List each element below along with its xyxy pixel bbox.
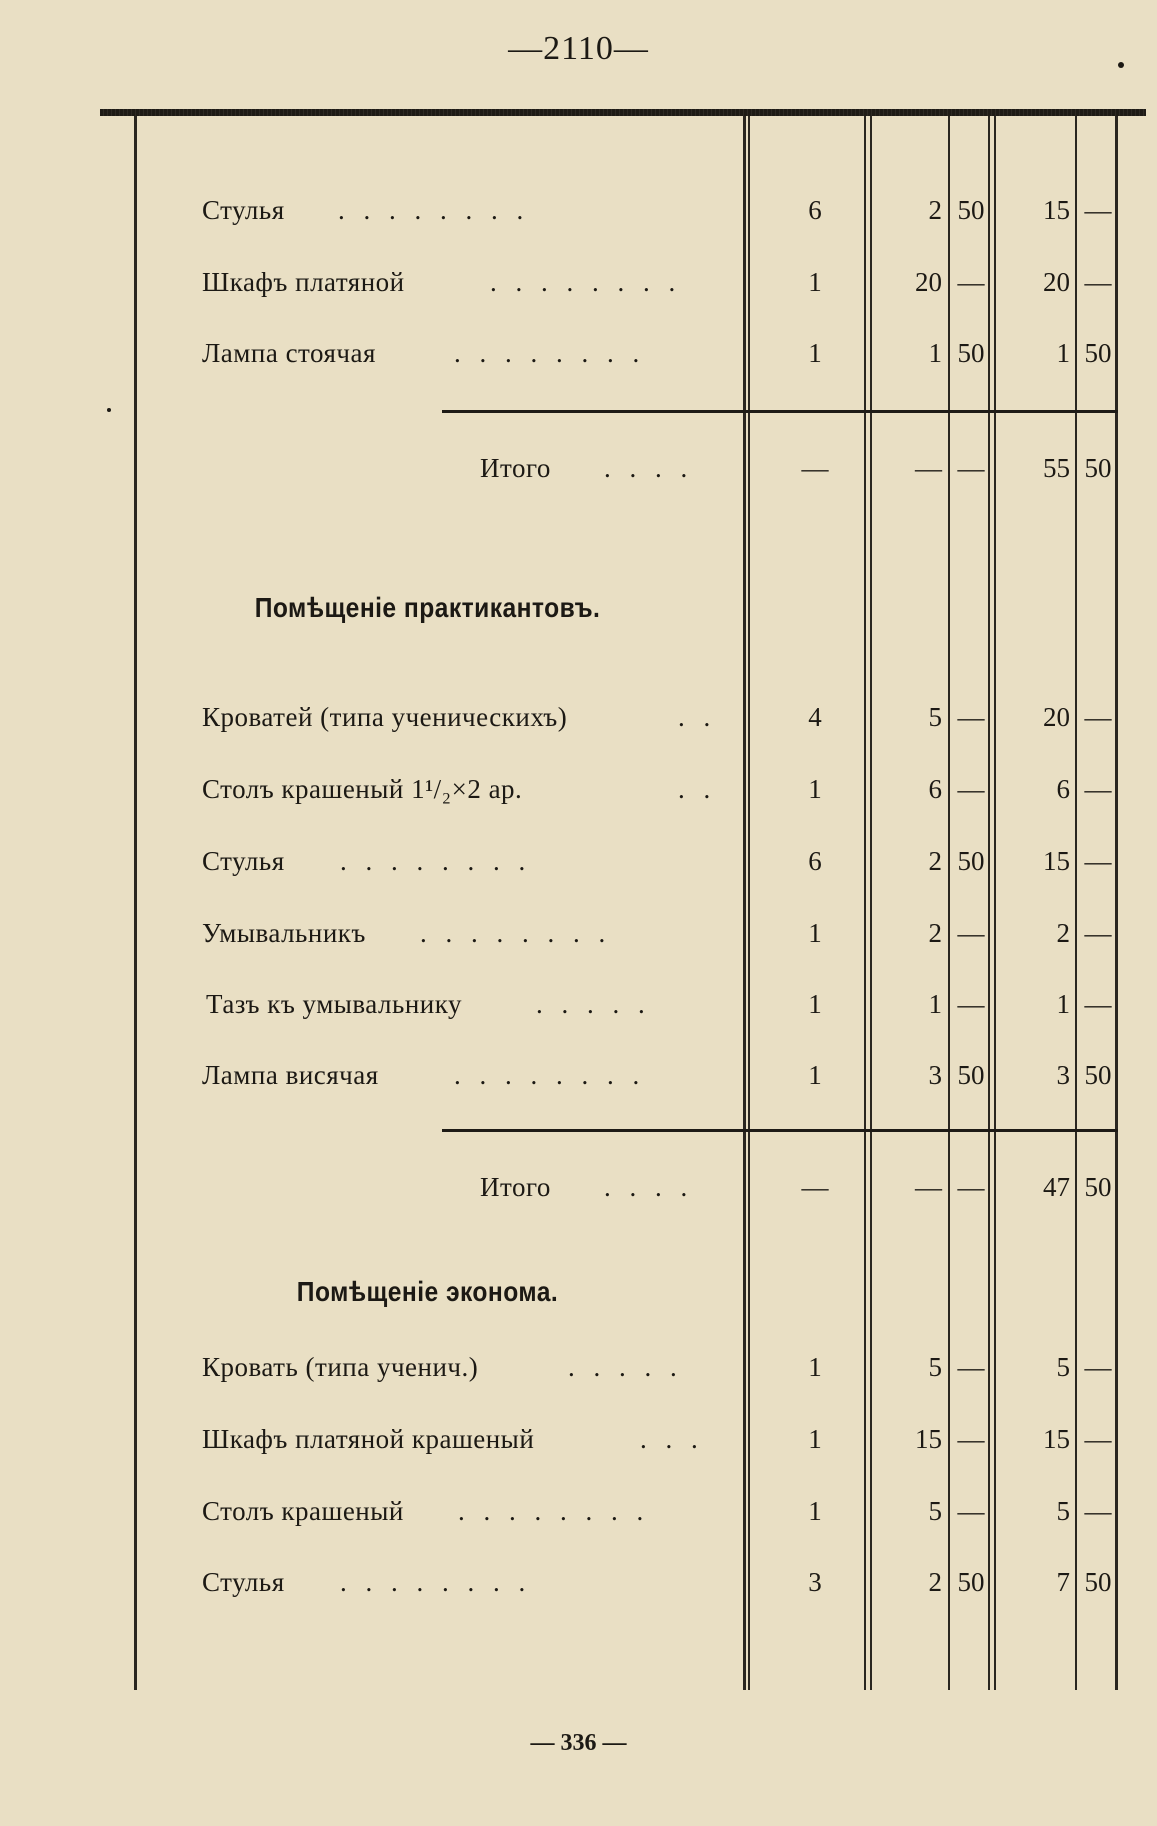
sum-rubles: 15: [1043, 195, 1070, 225]
sum-rubles: 1: [1056, 989, 1070, 1019]
price-kopecks: —: [957, 267, 985, 297]
price-rubles: 5: [928, 1496, 942, 1526]
price-rubles: 2: [928, 846, 942, 876]
sum-rubles: 20: [1043, 267, 1070, 297]
leader-dots: . . . . . . . .: [490, 267, 682, 297]
leader-dots: . .: [678, 774, 717, 804]
price-rubles: 20: [915, 267, 942, 297]
table-row: [0, 846, 1157, 886]
leader-dots: . . . . . . . .: [340, 846, 532, 876]
sum-rubles: 2: [1056, 918, 1070, 948]
item-label: Стулья: [202, 195, 285, 225]
page-number-top: —2110—: [508, 30, 649, 67]
quantity: 1: [808, 1496, 822, 1526]
table-row: [0, 702, 1157, 742]
price-rubles: 2: [928, 918, 942, 948]
ink-speck: [107, 408, 111, 412]
sum-rubles: 7: [1056, 1567, 1070, 1597]
price-rubles: 2: [928, 1567, 942, 1597]
item-label: Тазъ къ умывальнику: [206, 989, 462, 1019]
sum-kopecks: —: [1084, 267, 1112, 297]
table-row: [0, 1496, 1157, 1536]
section-heading: Помѣщеніе практикантовъ.: [254, 592, 601, 623]
price-rubles: 3: [928, 1060, 942, 1090]
sum-kopecks: 50: [1084, 453, 1112, 483]
leader-dots: . . . . .: [568, 1352, 683, 1382]
quantity: —: [801, 1172, 829, 1202]
table-row: [0, 1424, 1157, 1464]
ink-speck: [1118, 62, 1124, 68]
item-label: Кроватей (типа ученическихъ): [202, 702, 568, 732]
leader-dots: . . . . . . . .: [340, 1567, 532, 1597]
table-row: [0, 338, 1157, 378]
quantity: —: [801, 453, 829, 483]
price-kopecks: —: [957, 1352, 985, 1382]
section-heading: Помѣщеніе эконома.: [296, 1276, 559, 1307]
sum-kopecks: —: [1084, 918, 1112, 948]
sum-rubles: 47: [1043, 1172, 1070, 1202]
table-row: [0, 1352, 1157, 1392]
item-label: Лампа стоячая: [202, 338, 376, 368]
price-rubles: —: [915, 453, 942, 483]
quantity: 1: [808, 338, 822, 368]
quantity: 1: [808, 1424, 822, 1454]
quantity: 6: [808, 195, 822, 225]
price-rubles: 5: [928, 1352, 942, 1382]
leader-dots: . . . .: [604, 1172, 694, 1202]
total-row: [0, 453, 1157, 493]
total-label: Итого: [480, 1172, 551, 1202]
price-rubles: 5: [928, 702, 942, 732]
price-rubles: 2: [928, 195, 942, 225]
total-rule: [748, 410, 1118, 413]
sum-kopecks: —: [1084, 1352, 1112, 1382]
total-rule: [748, 1129, 1118, 1132]
table-row: [0, 918, 1157, 958]
item-label: Умывальникъ: [202, 918, 366, 948]
total-row: [0, 1172, 1157, 1212]
quantity: 1: [808, 1352, 822, 1382]
sum-kopecks: —: [1084, 195, 1112, 225]
price-rubles: 1: [928, 338, 942, 368]
item-label: Стулья: [202, 846, 285, 876]
leader-dots: . . . . . . . .: [420, 918, 612, 948]
quantity: 1: [808, 1060, 822, 1090]
total-label: Итого: [480, 453, 551, 483]
leader-dots: . . . . .: [536, 989, 651, 1019]
item-label: Шкафъ платяной: [202, 267, 405, 297]
price-kopecks: 50: [957, 195, 985, 225]
leader-dots: . . . . . . . .: [458, 1496, 650, 1526]
leader-dots: . . .: [640, 1424, 704, 1454]
sum-rubles: 1: [1056, 338, 1070, 368]
leader-dots: . . . . . . . .: [454, 1060, 646, 1090]
price-kopecks: 50: [957, 1567, 985, 1597]
sum-rubles: 20: [1043, 702, 1070, 732]
quantity: 1: [808, 774, 822, 804]
quantity: 1: [808, 918, 822, 948]
price-kopecks: —: [957, 453, 985, 483]
item-label: Столъ крашеный: [202, 1496, 404, 1526]
table-row: [0, 195, 1157, 235]
quantity: 1: [808, 267, 822, 297]
item-label: Кровать (типа ученич.): [202, 1352, 479, 1382]
table-row: [0, 1060, 1157, 1100]
price-kopecks: —: [957, 1424, 985, 1454]
sum-rubles: 55: [1043, 453, 1070, 483]
price-kopecks: —: [957, 918, 985, 948]
quantity: 1: [808, 989, 822, 1019]
sum-kopecks: —: [1084, 702, 1112, 732]
price-kopecks: 50: [957, 338, 985, 368]
price-kopecks: —: [957, 702, 985, 732]
sum-kopecks: 50: [1084, 1172, 1112, 1202]
item-label: Лампа висячая: [202, 1060, 379, 1090]
sum-kopecks: —: [1084, 1424, 1112, 1454]
table-row: [0, 1567, 1157, 1607]
price-kopecks: —: [957, 989, 985, 1019]
sum-rubles: 15: [1043, 1424, 1070, 1454]
leader-dots: . . . . . . . .: [338, 195, 530, 225]
total-rule: [442, 410, 748, 413]
sum-kopecks: —: [1084, 1496, 1112, 1526]
total-rule: [442, 1129, 748, 1132]
sum-kopecks: —: [1084, 846, 1112, 876]
sum-kopecks: 50: [1084, 1567, 1112, 1597]
sum-kopecks: 50: [1084, 338, 1112, 368]
price-rubles: 15: [915, 1424, 942, 1454]
item-label: Столъ крашеный 1¹/₂×2 ар.: [202, 774, 523, 804]
page-number-bottom: — 336 —: [530, 1730, 627, 1756]
sum-rubles: 3: [1056, 1060, 1070, 1090]
quantity: 4: [808, 702, 822, 732]
item-label: Шкафъ платяной крашеный: [202, 1424, 535, 1454]
price-kopecks: —: [957, 1496, 985, 1526]
price-kopecks: 50: [957, 846, 985, 876]
quantity: 6: [808, 846, 822, 876]
sum-rubles: 6: [1056, 774, 1070, 804]
sum-rubles: 5: [1056, 1496, 1070, 1526]
price-kopecks: —: [957, 1172, 985, 1202]
sum-rubles: 15: [1043, 846, 1070, 876]
price-kopecks: —: [957, 774, 985, 804]
table-row: [0, 989, 1157, 1029]
leader-dots: . . . .: [604, 453, 694, 483]
table-row: [0, 774, 1157, 814]
sum-kopecks: —: [1084, 774, 1112, 804]
price-rubles: 1: [928, 989, 942, 1019]
sum-kopecks: 50: [1084, 1060, 1112, 1090]
top-rule: [100, 109, 1146, 116]
price-rubles: 6: [928, 774, 942, 804]
leader-dots: . .: [678, 702, 717, 732]
table-row: [0, 267, 1157, 307]
sum-kopecks: —: [1084, 989, 1112, 1019]
price-kopecks: 50: [957, 1060, 985, 1090]
price-rubles: —: [915, 1172, 942, 1202]
leader-dots: . . . . . . . .: [454, 338, 646, 368]
item-label: Стулья: [202, 1567, 285, 1597]
sum-rubles: 5: [1056, 1352, 1070, 1382]
quantity: 3: [808, 1567, 822, 1597]
